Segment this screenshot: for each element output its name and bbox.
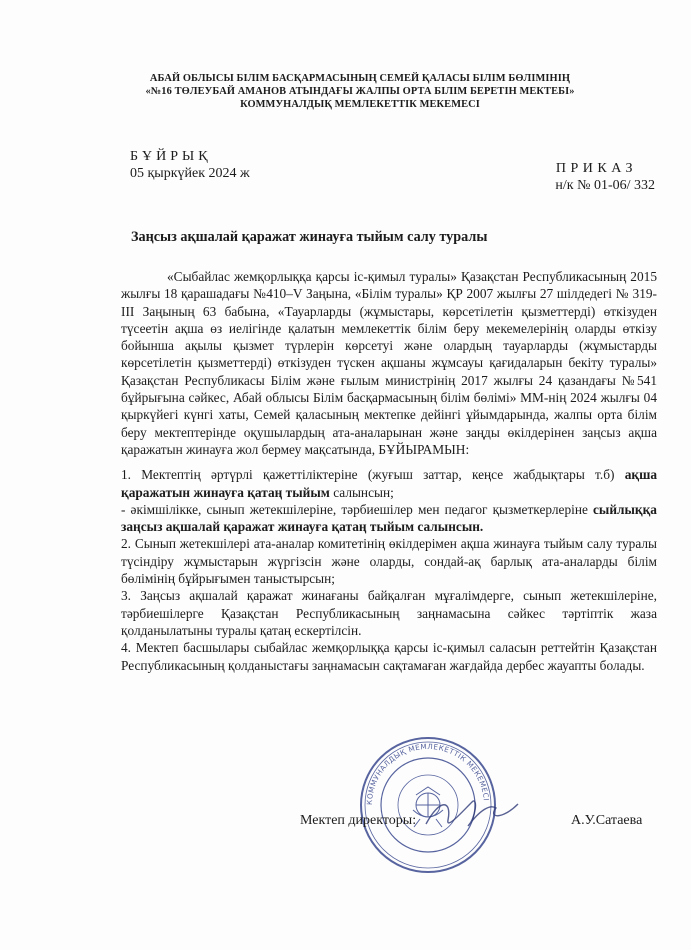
seal-text: КОММУНАЛДЫҚ МЕМЛЕКЕТТІК МЕКЕМЕСІ — [364, 741, 491, 806]
item1b-bold: сыйлыққа заңсыз ақшалай қаражат жинауға қатаң тыйым салынсын — [121, 501, 657, 535]
signature-label: Мектеп директоры: — [300, 813, 417, 828]
intro-paragraph: «Сыбайлас жемқорлыққа қарсы іс-қимыл туралы» Қазақстан Республикасының 2015 жылғы 18 қарашадағы №410–V Заңына, «Білім туралы» ҚР 2007 жылғы 27 шілдедегі № 319- ІІІ Заңының 63 бабына, «Тауарларды (жұмыстары, көрсетілетін қызметтерді) өткізуден түсеетін ақша өз иелігінде қалатын мемлекеттік білім беру мекемелерінің оларды өткізу бойынша ақылы қызмет түрлерін көрсетуі және олардың тауарларды (жұмыстарды көрсетілетін қызметтерді) өткізуден түскен ақшаны жұмсауы қағидаларын бекіту туралы» Қазақстан Республикасы Білім және ғылым министрінің 2017 жылғы 24 қазандағы №541 бұйрығына сәйкес, Абай облысы Білім басқармасының білім бөлімі» ММ-нің 2024 жылғы 04 қыркүйегі күнгі хаты, Семей қаласының мектепке дейінгі ұйымдарында, жалпы орта білім беру мектептерінде оқушылардың ата-аналарынан және заңды өкілдерінен заңсыз ақша қаражатын жинауға жол бермеу мақсатында, БҰЙЫРАМЫН: — [121, 269, 657, 457]
order-ru-title: ПРИКАЗ — [555, 161, 637, 176]
order-kz-block — [130, 148, 250, 182]
order-number: н/к № 01-06/ 332 — [555, 178, 655, 193]
order-item-4: 4. Мектеп басшылары сыбайлас жемқорлыққа қарсы іс-қимыл саласын реттейтін Қазақстан Республикасының қолданыстағы заңнамасын сақтамаған жағдайда дербес жауапты болады. — [121, 640, 657, 673]
item1b-text: - әкімшілікке, сынып жетекшілеріне, тәрбиешілер мен педагог қызметкерлеріне — [121, 501, 588, 517]
header-line-1: АБАЙ ОБЛЫСЫ БІЛІМ БАСҚАРМАСЫНЫҢ СЕМЕЙ ҚАЛАСЫ БІЛІМ БӨЛІМІНІҢ — [149, 73, 571, 84]
order-item-1b — [121, 501, 657, 536]
order-ru-block — [555, 160, 655, 194]
item1b-end: . — [479, 519, 484, 535]
order-item-1 — [121, 466, 657, 501]
item1-bold: ақша қаражатын жинауға қатаң тыйым — [121, 467, 658, 500]
header-line-3: КОММУНАЛДЫҚ МЕМЛЕКЕТТІК МЕКЕМЕСІ — [240, 99, 480, 110]
item1-text: 1. Мектептің әртүрлі қажеттіліктеріне (жуғыш заттар, кеңсе жабдықтары т.б) — [121, 467, 615, 483]
order-date: 05 қыркүйек 2024 ж — [130, 166, 250, 181]
director-signature — [418, 790, 528, 840]
item1-end: салынсын; — [333, 484, 394, 500]
order-items — [121, 466, 657, 674]
order-item-3: 3. Заңсыз ақшалай қаражат жинағаны байқалған мұғалімдерге, сынып жетекшілеріне, тәрбиешілерге Қазақстан Республикасының заңнамасына сәйкес тәртіптік жаза қолданылатыны туралы қатаң ескертілсін. — [121, 588, 657, 638]
order-subject: Заңсыз ақшалай қаражат жинауға тыйым салу туралы — [131, 229, 488, 245]
institution-header — [120, 72, 600, 111]
header-line-2: «№16 ТӨЛЕУБАЙ АМАНОВ АТЫНДАҒЫ ЖАЛПЫ ОРТА БІЛІМ БЕРЕТІН МЕКТЕБІ» — [145, 86, 575, 97]
order-item-2: 2. Сынып жетекшілері ата-аналар комитетінің өкілдерімен ақша жинауға тыйым салу туралы түсіндіру жұмыстарын жүргізсін және оларды, сондай-ақ барлық ата-аналарды білім бөлімінің бұйрығымен таныстырсын; — [121, 536, 657, 587]
order-kz-title: БҰЙРЫҚ — [130, 149, 212, 164]
director-name: А.У.Сатаева — [571, 813, 643, 828]
order-body — [121, 268, 657, 674]
